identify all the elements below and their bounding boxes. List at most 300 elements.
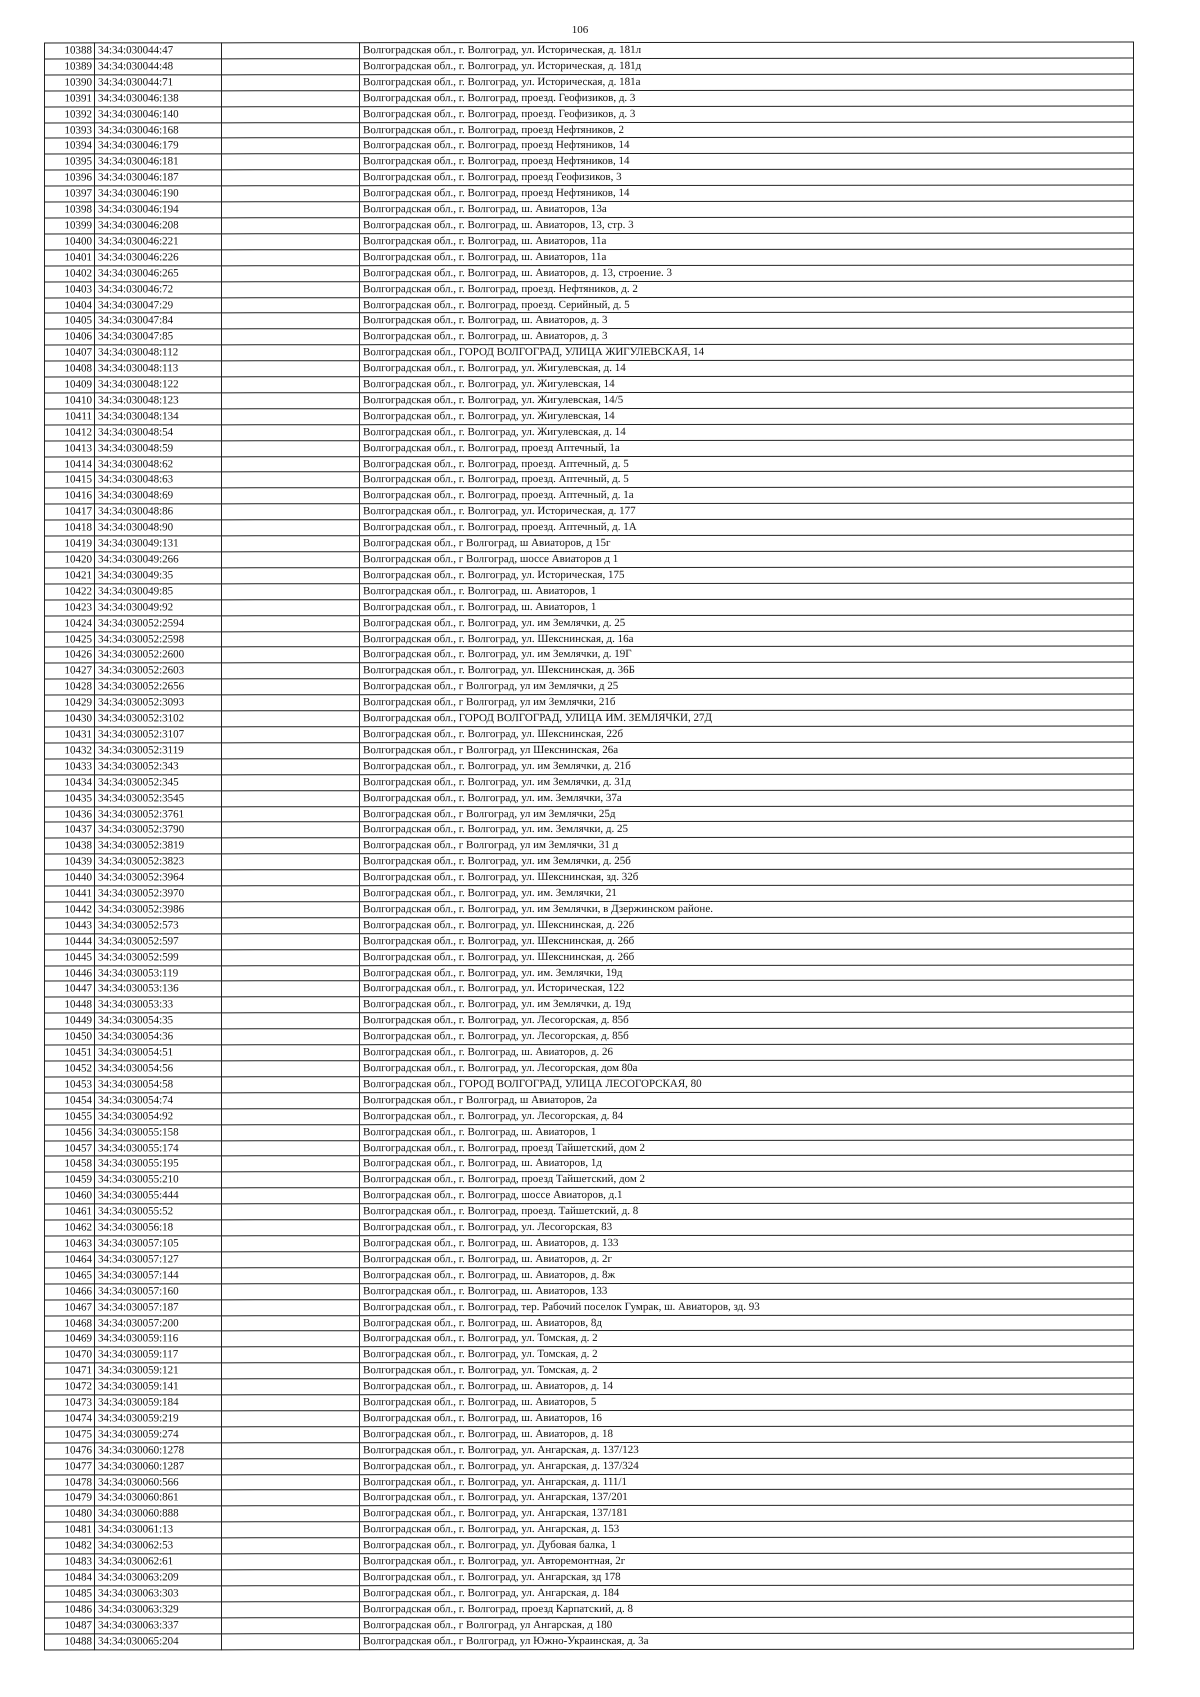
blank-cell	[222, 1236, 360, 1252]
blank-cell	[222, 1617, 360, 1633]
address: Волгоградская обл., г. Волгоград, ул. Лесогорская, дом 80а	[360, 1060, 1134, 1077]
address: Волгоградская обл., г. Волгоград, ул. Шекснинская, зд. 32б	[360, 869, 1134, 886]
row-number: 10390	[45, 75, 95, 91]
address: Волгоградская обл., г. Волгоград, проезд. Серийный, д. 5	[360, 297, 1134, 314]
address: Волгоградская обл., г. Волгоград, проезд Нефтяников, 14	[360, 137, 1134, 154]
address: Волгоградская обл., г Волгоград, ул им Землячки, 31 д	[360, 837, 1134, 854]
cadastral-number: 34:34:030052:3790	[95, 822, 222, 838]
blank-cell	[222, 902, 360, 918]
cadastral-number: 34:34:030063:209	[95, 1570, 222, 1586]
table-row	[45, 551, 1134, 568]
table-row	[45, 1251, 1134, 1268]
row-number: 10458	[45, 1156, 95, 1172]
table-body	[45, 42, 1134, 1649]
cadastral-number: 34:34:030060:1278	[95, 1443, 222, 1459]
table-row	[45, 1060, 1134, 1077]
blank-cell	[222, 361, 360, 377]
row-number: 10447	[45, 981, 95, 997]
cadastral-number: 34:34:030054:56	[95, 1061, 222, 1077]
blank-cell	[222, 854, 360, 870]
address: Волгоградская обл., г. Волгоград, ш. Авиаторов, 11а	[360, 233, 1134, 250]
table-row	[45, 1442, 1134, 1459]
table-row	[45, 742, 1134, 759]
cadastral-number: 34:34:030063:337	[95, 1618, 222, 1634]
row-number: 10478	[45, 1474, 95, 1490]
address: Волгоградская обл., г. Волгоград, ул. им. Землячки, 21	[360, 885, 1134, 902]
address: Волгоградская обл., г. Волгоград, ул. Историческая, д. 181д	[360, 58, 1134, 75]
row-number: 10409	[45, 377, 95, 393]
table-row	[45, 42, 1134, 59]
blank-cell	[222, 965, 360, 981]
row-number: 10481	[45, 1522, 95, 1538]
blank-cell	[222, 1554, 360, 1570]
row-number: 10389	[45, 59, 95, 75]
cadastral-number: 34:34:030054:58	[95, 1077, 222, 1093]
row-number: 10449	[45, 1013, 95, 1029]
table-row	[45, 1378, 1134, 1395]
row-number: 10427	[45, 663, 95, 679]
row-number: 10462	[45, 1220, 95, 1236]
address: Волгоградская обл., г. Волгоград, ул. им Землячки, д. 31д	[360, 774, 1134, 791]
row-number: 10413	[45, 441, 95, 457]
row-number: 10475	[45, 1427, 95, 1443]
row-number: 10487	[45, 1618, 95, 1634]
address: Волгоградская обл., г. Волгоград, ул. им Землячки, д. 25б	[360, 853, 1134, 870]
cadastral-number: 34:34:030052:3819	[95, 838, 222, 854]
row-number: 10428	[45, 679, 95, 695]
page-number: 106	[571, 24, 589, 36]
row-number: 10474	[45, 1411, 95, 1427]
table-row	[45, 1267, 1134, 1284]
address: Волгоградская обл., г. Волгоград, ш. Авиаторов, 1д	[360, 1155, 1134, 1172]
cadastral-number: 34:34:030060:1287	[95, 1458, 222, 1474]
cadastral-number: 34:34:030046:221	[95, 234, 222, 250]
cadastral-number: 34:34:030054:92	[95, 1109, 222, 1125]
blank-cell	[222, 122, 360, 138]
row-number: 10461	[45, 1204, 95, 1220]
table-row	[45, 996, 1134, 1013]
row-number: 10437	[45, 822, 95, 838]
row-number: 10448	[45, 997, 95, 1013]
blank-cell	[222, 1156, 360, 1172]
table-row	[45, 1633, 1134, 1650]
address: Волгоградская обл., г Волгоград, ш Авиаторов, 2а	[360, 1092, 1134, 1109]
blank-cell	[222, 981, 360, 997]
cadastral-number: 34:34:030044:48	[95, 59, 222, 75]
blank-cell	[222, 1570, 360, 1586]
row-number: 10408	[45, 361, 95, 377]
address: Волгоградская обл., г. Волгоград, ул. Лесогорская, д. 85б	[360, 1012, 1134, 1029]
blank-cell	[222, 1045, 360, 1061]
row-number: 10425	[45, 631, 95, 647]
blank-cell	[222, 727, 360, 743]
row-number: 10407	[45, 345, 95, 361]
row-number: 10424	[45, 616, 95, 632]
table-row	[45, 1235, 1134, 1252]
row-number: 10399	[45, 218, 95, 234]
cadastral-number: 34:34:030054:74	[95, 1093, 222, 1109]
blank-cell	[222, 424, 360, 440]
table-row	[45, 1283, 1134, 1300]
table-row	[45, 1028, 1134, 1045]
blank-cell	[222, 1077, 360, 1093]
cadastral-number: 34:34:030049:85	[95, 584, 222, 600]
blank-cell	[222, 1506, 360, 1522]
address: Волгоградская обл., г. Волгоград, шоссе Авиаторов, д.1	[360, 1187, 1134, 1204]
table-row	[45, 503, 1134, 520]
row-number: 10431	[45, 727, 95, 743]
cadastral-number: 34:34:030052:3545	[95, 790, 222, 806]
row-number: 10403	[45, 282, 95, 298]
table-row	[45, 631, 1134, 648]
blank-cell	[222, 1474, 360, 1490]
address: Волгоградская обл., г. Волгоград, ш. Авиаторов, д. 8ж	[360, 1267, 1134, 1284]
table-row	[45, 583, 1134, 600]
blank-cell	[222, 1283, 360, 1299]
row-number: 10464	[45, 1252, 95, 1268]
cadastral-number: 34:34:030046:208	[95, 218, 222, 234]
cadastral-number: 34:34:030052:3119	[95, 743, 222, 759]
row-number: 10469	[45, 1331, 95, 1347]
address: Волгоградская обл., г Волгоград, ул Шекснинская, 26а	[360, 742, 1134, 759]
blank-cell	[222, 774, 360, 790]
table-row	[45, 344, 1134, 361]
table-row	[45, 869, 1134, 886]
cadastral-number: 34:34:030052:3093	[95, 695, 222, 711]
table-row	[45, 726, 1134, 743]
row-number: 10435	[45, 791, 95, 807]
blank-cell	[222, 1093, 360, 1109]
row-number: 10402	[45, 266, 95, 282]
address: Волгоградская обл., г. Волгоград, ш. Авиаторов, д. 3	[360, 312, 1134, 329]
row-number: 10430	[45, 711, 95, 727]
blank-cell	[222, 647, 360, 663]
address: Волгоградская обл., г Волгоград, ул Южно-Украинская, д. 3а	[360, 1633, 1134, 1650]
row-number: 10406	[45, 329, 95, 345]
table-row	[45, 153, 1134, 170]
row-number: 10466	[45, 1284, 95, 1300]
blank-cell	[222, 1108, 360, 1124]
cadastral-number: 34:34:030060:888	[95, 1506, 222, 1522]
cadastral-number: 34:34:030052:573	[95, 918, 222, 934]
cadastral-number: 34:34:030046:138	[95, 91, 222, 107]
table-row	[45, 535, 1134, 552]
cadastral-number: 34:34:030048:90	[95, 520, 222, 536]
blank-cell	[222, 1363, 360, 1379]
cadastral-number: 34:34:030046:265	[95, 266, 222, 282]
cadastral-number: 34:34:030057:127	[95, 1252, 222, 1268]
table-row	[45, 328, 1134, 345]
blank-cell	[222, 440, 360, 456]
table-row	[45, 901, 1134, 918]
table-row	[45, 980, 1134, 997]
table-row	[45, 376, 1134, 393]
blank-cell	[222, 758, 360, 774]
cadastral-number: 34:34:030059:184	[95, 1395, 222, 1411]
address: Волгоградская обл., г. Волгоград, ш. Авиаторов, д. 133	[360, 1235, 1134, 1252]
table-row	[45, 185, 1134, 202]
address: Волгоградская обл., г. Волгоград, ул. Томская, д. 2	[360, 1362, 1134, 1379]
cadastral-number: 34:34:030048:113	[95, 361, 222, 377]
address: Волгоградская обл., г. Волгоград, ш. Авиаторов, 11а	[360, 249, 1134, 266]
row-number: 10422	[45, 584, 95, 600]
blank-cell	[222, 329, 360, 345]
blank-cell	[222, 1427, 360, 1443]
table-row	[45, 519, 1134, 536]
row-number: 10401	[45, 250, 95, 266]
cadastral-number: 34:34:030048:54	[95, 425, 222, 441]
row-number: 10416	[45, 488, 95, 504]
blank-cell	[222, 170, 360, 186]
blank-cell	[222, 456, 360, 472]
address: Волгоградская обл., г. Волгоград, ул. Ангарская, 137/201	[360, 1489, 1134, 1506]
table-row	[45, 249, 1134, 266]
cadastral-number: 34:34:030048:134	[95, 409, 222, 425]
blank-cell	[222, 568, 360, 584]
row-number: 10488	[45, 1634, 95, 1650]
blank-cell	[222, 838, 360, 854]
cadastral-number: 34:34:030062:61	[95, 1554, 222, 1570]
cadastral-number: 34:34:030056:18	[95, 1220, 222, 1236]
blank-cell	[222, 234, 360, 250]
blank-cell	[222, 1029, 360, 1045]
table-row	[45, 233, 1134, 250]
row-number: 10484	[45, 1570, 95, 1586]
blank-cell	[222, 631, 360, 647]
table-row	[45, 440, 1134, 457]
cadastral-number: 34:34:030052:343	[95, 759, 222, 775]
table-row	[45, 1521, 1134, 1538]
blank-cell	[222, 870, 360, 886]
address: Волгоградская обл., г. Волгоград, ул. Лесогорская, д. 84	[360, 1108, 1134, 1125]
blank-cell	[222, 281, 360, 297]
row-number: 10480	[45, 1506, 95, 1522]
address: Волгоградская обл., г. Волгоград, ш. Авиаторов, д. 14	[360, 1378, 1134, 1395]
blank-cell	[222, 1633, 360, 1649]
address: Волгоградская обл., г. Волгоград, ул. Жигулевская, 14/5	[360, 392, 1134, 409]
table-row	[45, 217, 1134, 234]
blank-cell	[222, 504, 360, 520]
blank-cell	[222, 1395, 360, 1411]
address: Волгоградская обл., г. Волгоград, ул. Ангарская, д. 111/1	[360, 1474, 1134, 1491]
address: Волгоградская обл., г Волгоград, ул им Землячки, 25д	[360, 806, 1134, 823]
table-row	[45, 408, 1134, 425]
table-row	[45, 312, 1134, 329]
table-row	[45, 265, 1134, 282]
blank-cell	[222, 1188, 360, 1204]
blank-cell	[222, 1586, 360, 1602]
address: Волгоградская обл., ГОРОД ВОЛГОГРАД, УЛИЦА ЛЕСОГОРСКАЯ, 80	[360, 1076, 1134, 1093]
cadastral-number: 34:34:030053:136	[95, 981, 222, 997]
table-row	[45, 758, 1134, 775]
table-row	[45, 790, 1134, 807]
row-number: 10392	[45, 107, 95, 123]
row-number: 10414	[45, 456, 95, 472]
cadastral-number: 34:34:030049:266	[95, 552, 222, 568]
row-number: 10415	[45, 472, 95, 488]
table-row	[45, 122, 1134, 139]
table-row	[45, 599, 1134, 616]
cadastral-number: 34:34:030059:121	[95, 1363, 222, 1379]
table-row	[45, 853, 1134, 870]
cadastral-number: 34:34:030053:33	[95, 997, 222, 1013]
table-row	[45, 1299, 1134, 1316]
cadastral-number: 34:34:030055:158	[95, 1124, 222, 1140]
row-number: 10412	[45, 425, 95, 441]
blank-cell	[222, 488, 360, 504]
cadastral-number: 34:34:030059:116	[95, 1331, 222, 1347]
table-row	[45, 1362, 1134, 1379]
table-row	[45, 774, 1134, 791]
row-number: 10400	[45, 234, 95, 250]
row-number: 10441	[45, 886, 95, 902]
address: Волгоградская обл., г. Волгоград, ул. им. Землячки, 19д	[360, 965, 1134, 982]
row-number: 10482	[45, 1538, 95, 1554]
cadastral-number: 34:34:030046:226	[95, 250, 222, 266]
row-number: 10397	[45, 186, 95, 202]
address: Волгоградская обл., г Волгоград, ул им Землячки, 21б	[360, 694, 1134, 711]
row-number: 10418	[45, 520, 95, 536]
row-number: 10432	[45, 743, 95, 759]
row-number: 10477	[45, 1459, 95, 1475]
address: Волгоградская обл., г. Волгоград, тер. Рабочий поселок Гумрак, ш. Авиаторов, зд. 93	[360, 1299, 1134, 1316]
table-row	[45, 281, 1134, 298]
table-row	[45, 1394, 1134, 1411]
blank-cell	[222, 249, 360, 265]
address: Волгоградская обл., г. Волгоград, ул. Историческая, 122	[360, 980, 1134, 997]
address: Волгоградская обл., г. Волгоград, ул. Ангарская, д. 137/324	[360, 1458, 1134, 1475]
cadastral-number: 34:34:030048:122	[95, 377, 222, 393]
cadastral-number: 34:34:030052:3102	[95, 711, 222, 727]
address: Волгоградская обл., г. Волгоград, ул. Томская, д. 2	[360, 1346, 1134, 1363]
row-number: 10417	[45, 504, 95, 520]
address: Волгоградская обл., г. Волгоград, ул. Лесогорская, д. 85б	[360, 1028, 1134, 1045]
address: Волгоградская обл., г Волгоград, ш Авиаторов, д 15г	[360, 535, 1134, 552]
blank-cell	[222, 1267, 360, 1283]
cadastral-number: 34:34:030052:599	[95, 949, 222, 965]
cadastral-number: 34:34:030055:444	[95, 1188, 222, 1204]
row-number: 10485	[45, 1586, 95, 1602]
blank-cell	[222, 790, 360, 806]
blank-cell	[222, 1379, 360, 1395]
cadastral-number: 34:34:030052:2600	[95, 647, 222, 663]
table-row	[45, 1155, 1134, 1172]
cadastral-number: 34:34:030055:174	[95, 1140, 222, 1156]
row-number: 10463	[45, 1236, 95, 1252]
blank-cell	[222, 90, 360, 106]
blank-cell	[222, 1331, 360, 1347]
blank-cell	[222, 679, 360, 695]
address: Волгоградская обл., г. Волгоград, ул. Историческая, 175	[360, 567, 1134, 584]
row-number: 10410	[45, 393, 95, 409]
address: Волгоградская обл., г. Волгоград, ул. им. Землячки, 37а	[360, 790, 1134, 807]
address: Волгоградская обл., г. Волгоград, ул. им Землячки, д. 25	[360, 615, 1134, 632]
cadastral-number: 34:34:030048:123	[95, 393, 222, 409]
cadastral-number: 34:34:030065:204	[95, 1633, 222, 1649]
row-number: 10471	[45, 1363, 95, 1379]
table-row	[45, 933, 1134, 950]
row-number: 10411	[45, 409, 95, 425]
table-row	[45, 1346, 1134, 1363]
address: Волгоградская обл., г. Волгоград, ул. им Землячки, д. 19Г	[360, 646, 1134, 663]
cadastral-number: 34:34:030052:3970	[95, 886, 222, 902]
table-row	[45, 297, 1134, 314]
row-number: 10444	[45, 934, 95, 950]
blank-cell	[222, 743, 360, 759]
blank-cell	[222, 695, 360, 711]
blank-cell	[222, 997, 360, 1013]
table-row	[45, 1474, 1134, 1491]
table-row	[45, 567, 1134, 584]
address: Волгоградская обл., г. Волгоград, ул. Историческая, д. 181л	[360, 42, 1134, 59]
address: Волгоградская обл., г. Волгоград, ш. Авиаторов, 16	[360, 1410, 1134, 1427]
blank-cell	[222, 1490, 360, 1506]
table-row	[45, 885, 1134, 902]
row-number: 10426	[45, 647, 95, 663]
address: Волгоградская обл., г. Волгоград, ш. Авиаторов, д. 2г	[360, 1251, 1134, 1268]
row-number: 10405	[45, 313, 95, 329]
cadastral-number: 34:34:030044:71	[95, 75, 222, 91]
address: Волгоградская обл., г. Волгоград, ул. Авторемонтная, 2г	[360, 1553, 1134, 1570]
cadastral-number: 34:34:030053:119	[95, 965, 222, 981]
address: Волгоградская обл., г. Волгоград, проезд Нефтяников, 2	[360, 122, 1134, 139]
address: Волгоградская обл., г. Волгоград, ул. Шекснинская, д. 36Б	[360, 662, 1134, 679]
table-row	[45, 90, 1134, 107]
table-row	[45, 1315, 1134, 1332]
table-row	[45, 392, 1134, 409]
cadastral-number: 34:34:030046:72	[95, 281, 222, 297]
address: Волгоградская обл., г. Волгоград, ш. Авиаторов, д. 18	[360, 1426, 1134, 1443]
row-number: 10452	[45, 1061, 95, 1077]
cadastral-number: 34:34:030057:144	[95, 1268, 222, 1284]
table-row	[45, 662, 1134, 679]
row-number: 10434	[45, 775, 95, 791]
blank-cell	[222, 536, 360, 552]
cadastral-number: 34:34:030052:3823	[95, 854, 222, 870]
blank-cell	[222, 1315, 360, 1331]
row-number: 10439	[45, 854, 95, 870]
cadastral-number: 34:34:030049:35	[95, 568, 222, 584]
cadastral-number: 34:34:030052:2656	[95, 679, 222, 695]
row-number: 10457	[45, 1140, 95, 1156]
property-register-table	[44, 42, 1134, 1650]
address: Волгоградская обл., г. Волгоград, ул. Лесогорская, 83	[360, 1219, 1134, 1236]
cadastral-number: 34:34:030052:345	[95, 775, 222, 791]
blank-cell	[222, 106, 360, 122]
row-number: 10419	[45, 536, 95, 552]
row-number: 10468	[45, 1315, 95, 1331]
blank-cell	[222, 1522, 360, 1538]
table-row	[45, 58, 1134, 75]
table-row	[45, 1076, 1134, 1093]
cadastral-number: 34:34:030048:86	[95, 504, 222, 520]
address: Волгоградская обл., г. Волгоград, ул. им Землячки, д. 21б	[360, 758, 1134, 775]
table-row	[45, 1410, 1134, 1427]
row-number: 10395	[45, 154, 95, 170]
blank-cell	[222, 1061, 360, 1077]
table-row	[45, 1617, 1134, 1634]
cadastral-number: 34:34:030061:13	[95, 1522, 222, 1538]
address: Волгоградская обл., г. Волгоград, проезд Нефтяников, 14	[360, 185, 1134, 202]
blank-cell	[222, 154, 360, 170]
cadastral-number: 34:34:030057:105	[95, 1236, 222, 1252]
cadastral-number: 34:34:030054:36	[95, 1029, 222, 1045]
blank-cell	[222, 1124, 360, 1140]
address: Волгоградская обл., г. Волгоград, ш. Авиаторов, 1	[360, 599, 1134, 616]
blank-cell	[222, 806, 360, 822]
row-number: 10455	[45, 1109, 95, 1125]
address: Волгоградская обл., г. Волгоград, ул. Жигулевская, 14	[360, 376, 1134, 393]
